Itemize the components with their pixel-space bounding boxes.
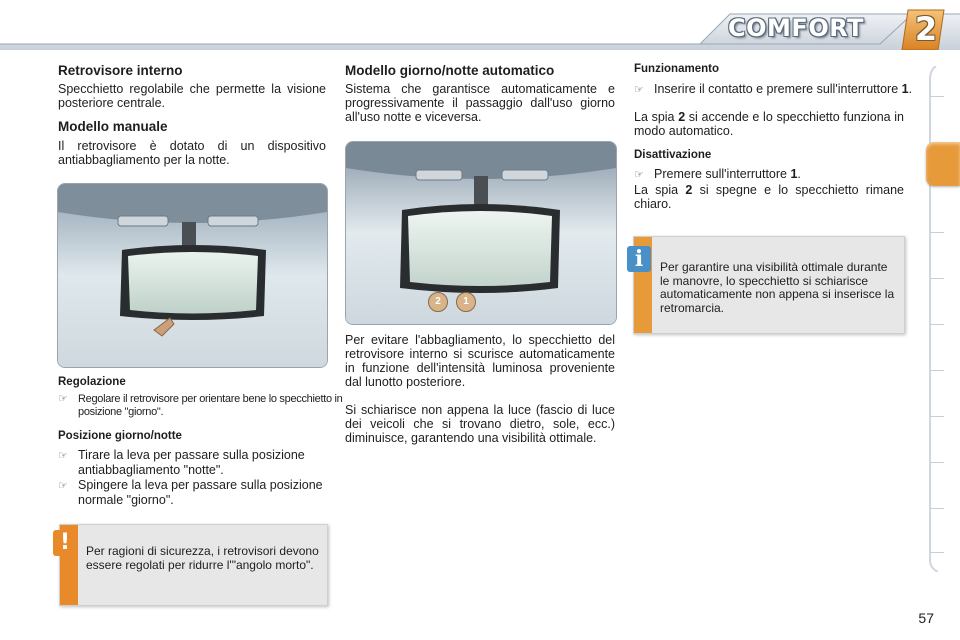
chapter-number: 2 xyxy=(914,10,938,48)
section-title: Modello manuale xyxy=(58,119,168,134)
text: La spia xyxy=(634,183,686,197)
subsection-title: Disattivazione xyxy=(634,149,712,161)
paragraph: Per evitare l'abbagliamento, lo specchietto del retrovisore interno si scurisce automaticamente in funzione dell'intensità luminosa proveniente dal lunotto posteriore. xyxy=(345,333,615,389)
tab-divider xyxy=(930,552,944,553)
pointing-hand-icon: ☞ xyxy=(634,169,644,181)
tab-divider xyxy=(930,232,944,233)
tab-divider xyxy=(930,278,944,279)
punctuation: . xyxy=(908,82,913,96)
list-item xyxy=(58,478,346,507)
info-note xyxy=(633,236,905,334)
switch-number: 1 xyxy=(901,82,909,96)
tab-divider xyxy=(930,508,944,509)
indicator-number: 2 xyxy=(678,110,686,124)
warning-text: Per ragioni di sicurezza, i retrovisori devono essere regolati per ridurre l'"angolo morto". xyxy=(86,544,319,572)
section-title: Modello giorno/notte automatico xyxy=(345,63,555,78)
paragraph: Sistema che garantisce automaticamente e progressivamente il passaggio dall'uso giorno all'uso notte e viceversa. xyxy=(345,82,615,124)
page-number: 57 xyxy=(918,610,934,626)
paragraph xyxy=(634,183,904,211)
tab-divider xyxy=(930,462,944,463)
paragraph: Il retrovisore è dotato di un dispositivo antiabbagliamento per la notte. xyxy=(58,139,326,167)
info-icon: i xyxy=(627,246,651,272)
section-title: Retrovisore interno xyxy=(58,63,183,78)
tab-divider xyxy=(930,416,944,417)
text: si accende e lo specchietto funziona in modo automatico. xyxy=(634,110,905,138)
list-item xyxy=(58,448,346,477)
subsection-title: Funzionamento xyxy=(634,63,719,75)
pointing-hand-icon: ☞ xyxy=(58,480,68,492)
chapter-title: COMFORT xyxy=(728,14,864,42)
subsection-title: Posizione giorno/notte xyxy=(58,430,182,442)
pointing-hand-icon: ☞ xyxy=(634,84,644,96)
list-item xyxy=(58,393,348,418)
text: si spegne e lo specchietto rimane chiaro. xyxy=(634,183,905,211)
warning-note xyxy=(59,524,328,606)
warning-icon: ! xyxy=(53,530,77,556)
tab-divider xyxy=(930,370,944,371)
list-item-text: Tirare la leva per passare sulla posizione antiabbagliamento "notte". xyxy=(78,448,305,477)
list-item xyxy=(634,82,924,97)
auto-mirror-photo xyxy=(345,141,617,325)
indicator-number: 2 xyxy=(685,183,693,197)
list-item-text: Spingere la leva per passare sulla posizione normale "giorno". xyxy=(78,478,323,507)
tab-divider xyxy=(930,96,944,97)
subsection-title: Regolazione xyxy=(58,376,126,388)
list-item-text: Inserire il contatto e premere sull'interruttore xyxy=(654,82,902,96)
chapter-tab-active[interactable] xyxy=(926,142,960,186)
switch-number: 1 xyxy=(790,167,798,181)
list-item xyxy=(634,167,924,182)
text: La spia xyxy=(634,110,679,124)
list-item-text: Regolare il retrovisore per orientare bene lo specchietto in posizione "giorno". xyxy=(78,393,343,418)
paragraph xyxy=(634,110,904,138)
punctuation: . xyxy=(797,167,801,181)
manual-mirror-photo xyxy=(57,183,328,368)
switch-button-1: 1 xyxy=(456,292,476,312)
info-text: Per garantire una visibilità ottimale durante le manovre, lo specchietto si schiarisce automaticamente non appena si inserisce la retromarcia. xyxy=(660,260,895,315)
list-item-text: Premere sull'interruttore xyxy=(654,167,791,181)
indicator-light-2: 2 xyxy=(428,292,448,312)
pointing-hand-icon: ☞ xyxy=(58,393,68,405)
paragraph: Si schiarisce non appena la luce (fascio di luce dei veicoli che si trovano dietro, sole, ecc.) diminuisce, garantendo una visibilità ottimale. xyxy=(345,403,615,445)
paragraph: Specchietto regolabile che permette la visione posteriore centrale. xyxy=(58,82,326,110)
pointing-hand-icon: ☞ xyxy=(58,450,68,462)
tab-divider xyxy=(930,324,944,325)
